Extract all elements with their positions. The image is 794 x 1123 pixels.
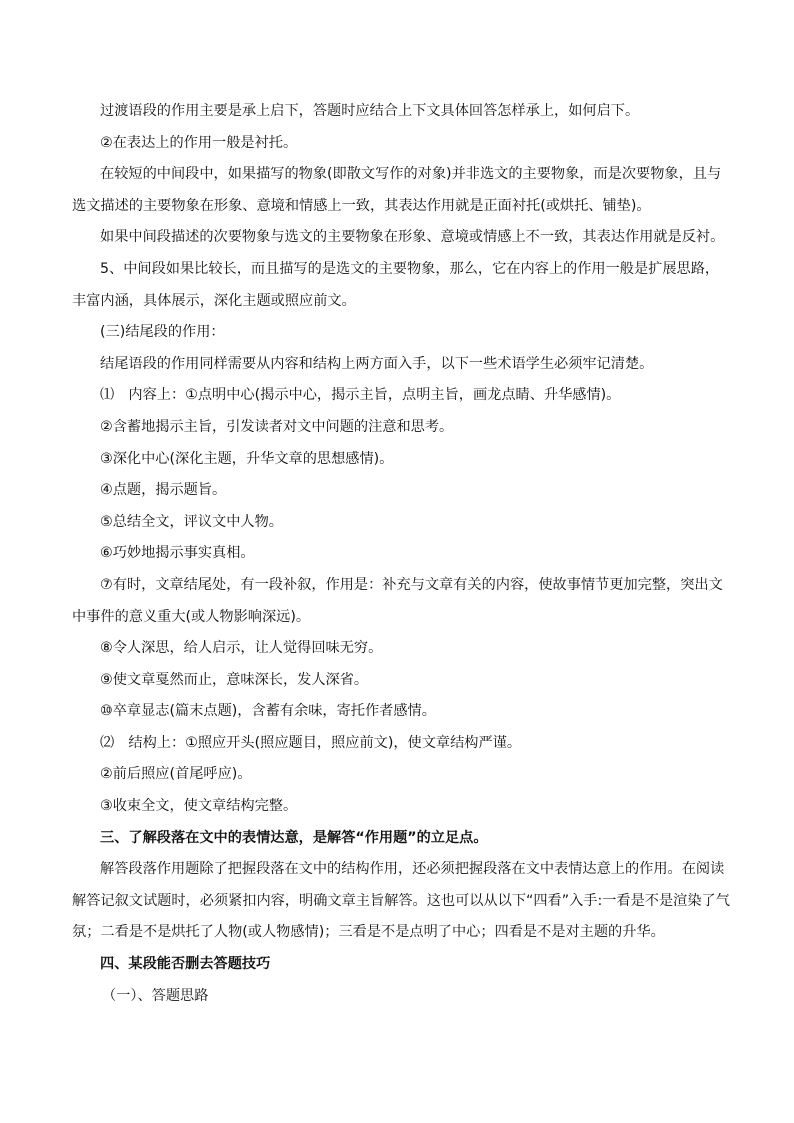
list-item: ③收束全文，使文章结构完整。 <box>100 798 298 815</box>
paragraph: 5、中间段如果比较长，而且描写的是选文的主要物象，那么，它在内容上的作用一般是扩展思路，丰富内涵，具体展示，深化主题或照应前文。 <box>72 260 720 309</box>
list-item: ③深化中心(深化主题，升华文章的思想感情)。 <box>100 450 394 467</box>
paragraph: 过渡语段的作用主要是承上启下，答题时应结合上下文具体回答怎样承上，如何启下。 <box>100 103 640 119</box>
list-item: ⑨使文章戛然而止，意味深长，发人深省。 <box>100 671 369 688</box>
section-heading: (三)结尾段的作用： <box>100 324 225 341</box>
list-item: ④点题，揭示题旨。 <box>100 482 227 499</box>
list-item: ②前后照应(首尾呼应)。 <box>100 766 252 783</box>
list-item: ⑩卒章显志(篇末点题)，含蓄有余味，寄托作者感情。 <box>100 703 436 720</box>
list-item: ⑤总结全文，评议文中人物。 <box>100 513 283 530</box>
paragraph: 解答段落作用题除了把握段落在文中的结构作用，还必须把握段落在文中表情达意上的作用。在阅读解答记叙文试题时，必须紧扣内容，明确文章主旨解答。这也可以从以下“四看”入手:一看是不是渲染了气氛；二看是不是烘托了人物(或人物感情)；三看是不是点明了中心；四看是不是对主题的升华。 <box>72 861 730 941</box>
paragraph: 如果中间段描述的次要物象与选文的主要物象在形象、意境或情感上不一致，其表达作用就是反衬。 <box>100 229 725 246</box>
list-item: ⑧令人深思，给人启示，让人觉得回味无穷。 <box>100 640 383 657</box>
list-item: ②含蓄地揭示主旨，引发读者对文中问题的注意和思考。 <box>100 418 454 435</box>
paragraph: ②在表达上的作用一般是衬托。 <box>100 134 298 151</box>
list-item: ⑥巧妙地揭示事实真相。 <box>100 545 255 562</box>
list-item: ⑴ 内容上：①点明中心(揭示中心，揭示主旨，点明主旨，画龙点睛、升华感情)。 <box>100 387 621 404</box>
list-item: ⑵ 结构上：①照应开头(照应题目，照应前文)，使文章结构严谨。 <box>100 734 522 751</box>
subsection-heading: （一）、答题思路 <box>102 987 209 1004</box>
paragraph: 在较短的中间段中，如果描写的物象(即散文写作的对象)并非选文的主要物象，而是次要物象，且与选文描述的主要物象在形象、意境和情感上一致，其表达作用就是正面衬托(或烘托、铺垫)。 <box>72 166 722 214</box>
document-body <box>72 96 732 1012</box>
list-item: ⑦有时，文章结尾处，有一段补叙，作用是：补充与文章有关的内容，使故事情节更加完整，突出文中事件的意义重大(或人物影响深远)。 <box>72 576 723 625</box>
section-heading: 四、某段能否删去答题技巧 <box>100 956 271 973</box>
paragraph: 结尾语段的作用同样需要从内容和结构上两方面入手，以下一些术语学生必须牢记清楚。 <box>100 355 654 372</box>
section-heading: 三、了解段落在文中的表情达意，是解答“作用题”的立足点。 <box>100 829 488 846</box>
